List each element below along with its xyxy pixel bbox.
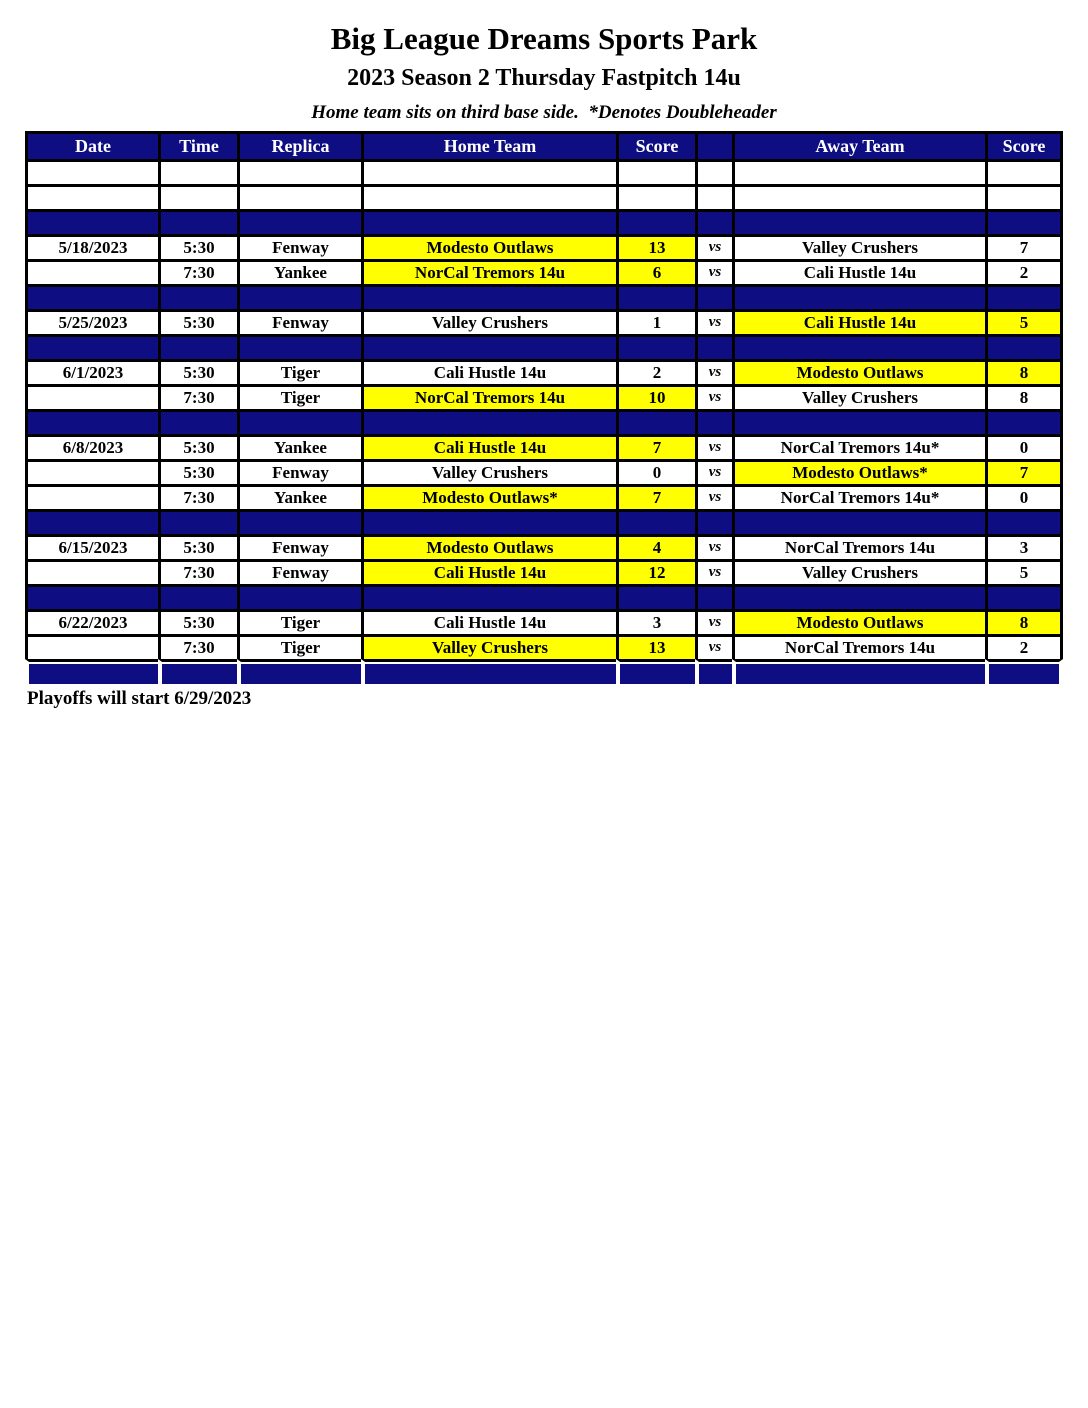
separator-cell <box>695 284 732 309</box>
home-team-cell: Valley Crushers <box>361 634 616 659</box>
separator-cell <box>732 509 985 534</box>
separator-cell <box>616 659 695 684</box>
time-cell: 5:30 <box>158 534 237 559</box>
home-score-cell: 10 <box>616 384 695 409</box>
time-cell: 5:30 <box>158 459 237 484</box>
home-score-cell: 3 <box>616 609 695 634</box>
game-row <box>25 534 1063 559</box>
page-subtitle: 2023 Season 2 Thursday Fastpitch 14u <box>347 65 741 92</box>
game-row <box>25 259 1063 284</box>
separator-row <box>25 209 1063 234</box>
separator-cell <box>158 209 237 234</box>
schedule-table <box>25 131 1063 684</box>
replica-cell: Fenway <box>237 459 361 484</box>
home-team-cell: Modesto Outlaws <box>361 234 616 259</box>
date-cell <box>25 259 158 284</box>
column-header-away_score: Score <box>985 131 1063 159</box>
away-score-cell: 2 <box>985 634 1063 659</box>
separator-cell <box>695 659 732 684</box>
replica-cell: Yankee <box>237 434 361 459</box>
vs-cell: vs <box>695 609 732 634</box>
vs-cell: vs <box>695 634 732 659</box>
time-cell: 7:30 <box>158 484 237 509</box>
column-header-vs <box>695 131 732 159</box>
time-cell: 5:30 <box>158 359 237 384</box>
separator-row <box>25 284 1063 309</box>
replica-cell: Fenway <box>237 309 361 334</box>
separator-cell <box>616 209 695 234</box>
separator-cell <box>361 334 616 359</box>
home-score-cell: 6 <box>616 259 695 284</box>
column-header-home_score: Score <box>616 131 695 159</box>
date-cell: 6/1/2023 <box>25 359 158 384</box>
home-score-cell: 12 <box>616 559 695 584</box>
separator-cell <box>237 334 361 359</box>
vs-cell: vs <box>695 259 732 284</box>
game-row <box>25 484 1063 509</box>
separator-cell <box>25 509 158 534</box>
game-row <box>25 559 1063 584</box>
date-cell: 6/22/2023 <box>25 609 158 634</box>
time-cell: 7:30 <box>158 259 237 284</box>
home-score-cell: 13 <box>616 234 695 259</box>
separator-cell <box>237 409 361 434</box>
away-score-cell: 3 <box>985 534 1063 559</box>
column-header-date: Date <box>25 131 158 159</box>
separator-cell <box>237 209 361 234</box>
separator-cell <box>616 409 695 434</box>
separator-cell <box>985 659 1063 684</box>
empty-cell <box>732 184 985 209</box>
home-team-cell: Cali Hustle 14u <box>361 359 616 384</box>
column-header-replica: Replica <box>237 131 361 159</box>
separator-cell <box>237 284 361 309</box>
game-row <box>25 609 1063 634</box>
time-cell: 5:30 <box>158 309 237 334</box>
date-cell <box>25 484 158 509</box>
empty-cell <box>237 184 361 209</box>
separator-row <box>25 509 1063 534</box>
away-team-cell: Modesto Outlaws <box>732 609 985 634</box>
separator-cell <box>695 409 732 434</box>
separator-cell <box>695 509 732 534</box>
separator-cell <box>732 409 985 434</box>
empty-cell <box>158 184 237 209</box>
away-team-cell: NorCal Tremors 14u <box>732 634 985 659</box>
home-team-cell: Modesto Outlaws <box>361 534 616 559</box>
separator-cell <box>985 509 1063 534</box>
vs-cell: vs <box>695 384 732 409</box>
separator-cell <box>985 284 1063 309</box>
home-score-cell: 2 <box>616 359 695 384</box>
column-header-away: Away Team <box>732 131 985 159</box>
date-cell <box>25 634 158 659</box>
vs-cell: vs <box>695 434 732 459</box>
separator-cell <box>158 584 237 609</box>
empty-cell <box>616 184 695 209</box>
away-score-cell: 7 <box>985 459 1063 484</box>
separator-cell <box>237 659 361 684</box>
separator-cell <box>361 659 616 684</box>
separator-cell <box>158 509 237 534</box>
home-score-cell: 0 <box>616 459 695 484</box>
away-score-cell: 8 <box>985 384 1063 409</box>
column-header-home: Home Team <box>361 131 616 159</box>
empty-cell <box>985 184 1063 209</box>
separator-cell <box>25 209 158 234</box>
empty-cell <box>158 159 237 184</box>
footer-note: Playoffs will start 6/29/2023 <box>27 688 252 710</box>
home-team-cell: Cali Hustle 14u <box>361 559 616 584</box>
separator-cell <box>158 659 237 684</box>
date-cell: 6/15/2023 <box>25 534 158 559</box>
empty-cell <box>985 159 1063 184</box>
vs-cell: vs <box>695 534 732 559</box>
separator-cell <box>732 584 985 609</box>
away-score-cell: 5 <box>985 309 1063 334</box>
game-row <box>25 384 1063 409</box>
empty-cell <box>25 159 158 184</box>
home-score-cell: 1 <box>616 309 695 334</box>
separator-row <box>25 659 1063 684</box>
game-row <box>25 434 1063 459</box>
time-cell: 7:30 <box>158 384 237 409</box>
time-cell: 5:30 <box>158 234 237 259</box>
away-team-cell: NorCal Tremors 14u* <box>732 434 985 459</box>
home-score-cell: 13 <box>616 634 695 659</box>
date-cell <box>25 384 158 409</box>
empty-cell <box>361 159 616 184</box>
separator-cell <box>616 509 695 534</box>
separator-cell <box>237 509 361 534</box>
empty-row <box>25 184 1063 209</box>
separator-cell <box>361 209 616 234</box>
separator-cell <box>25 284 158 309</box>
away-team-cell: Cali Hustle 14u <box>732 259 985 284</box>
away-team-cell: Cali Hustle 14u <box>732 309 985 334</box>
empty-cell <box>237 159 361 184</box>
separator-cell <box>732 209 985 234</box>
page-note: Home team sits on third base side. *Denotes Doubleheader <box>311 102 777 124</box>
table-header-row <box>25 131 1063 159</box>
away-team-cell: Valley Crushers <box>732 559 985 584</box>
separator-cell <box>985 334 1063 359</box>
separator-cell <box>361 509 616 534</box>
separator-cell <box>695 209 732 234</box>
separator-cell <box>237 584 361 609</box>
separator-row <box>25 409 1063 434</box>
replica-cell: Tiger <box>237 384 361 409</box>
time-cell: 7:30 <box>158 559 237 584</box>
separator-cell <box>158 409 237 434</box>
empty-cell <box>695 184 732 209</box>
separator-cell <box>732 334 985 359</box>
column-header-time: Time <box>158 131 237 159</box>
separator-cell <box>985 409 1063 434</box>
empty-cell <box>25 184 158 209</box>
separator-cell <box>158 284 237 309</box>
separator-cell <box>732 659 985 684</box>
separator-cell <box>25 409 158 434</box>
separator-cell <box>985 209 1063 234</box>
home-score-cell: 7 <box>616 484 695 509</box>
away-team-cell: Valley Crushers <box>732 384 985 409</box>
date-cell: 5/18/2023 <box>25 234 158 259</box>
separator-cell <box>695 334 732 359</box>
game-row <box>25 634 1063 659</box>
separator-cell <box>732 284 985 309</box>
game-row <box>25 359 1063 384</box>
vs-cell: vs <box>695 309 732 334</box>
home-team-cell: NorCal Tremors 14u <box>361 384 616 409</box>
date-cell <box>25 459 158 484</box>
vs-cell: vs <box>695 359 732 384</box>
date-cell <box>25 559 158 584</box>
away-team-cell: NorCal Tremors 14u <box>732 534 985 559</box>
separator-row <box>25 334 1063 359</box>
separator-cell <box>695 584 732 609</box>
empty-cell <box>361 184 616 209</box>
away-score-cell: 5 <box>985 559 1063 584</box>
away-score-cell: 8 <box>985 609 1063 634</box>
home-score-cell: 4 <box>616 534 695 559</box>
date-cell: 6/8/2023 <box>25 434 158 459</box>
home-team-cell: NorCal Tremors 14u <box>361 259 616 284</box>
away-team-cell: Valley Crushers <box>732 234 985 259</box>
empty-cell <box>732 159 985 184</box>
replica-cell: Yankee <box>237 259 361 284</box>
game-row <box>25 234 1063 259</box>
empty-cell <box>695 159 732 184</box>
vs-cell: vs <box>695 459 732 484</box>
empty-cell <box>616 159 695 184</box>
separator-cell <box>616 284 695 309</box>
away-team-cell: Modesto Outlaws <box>732 359 985 384</box>
home-score-cell: 7 <box>616 434 695 459</box>
away-team-cell: NorCal Tremors 14u* <box>732 484 985 509</box>
replica-cell: Tiger <box>237 634 361 659</box>
home-team-cell: Valley Crushers <box>361 309 616 334</box>
vs-cell: vs <box>695 559 732 584</box>
separator-row <box>25 584 1063 609</box>
separator-cell <box>361 409 616 434</box>
away-score-cell: 0 <box>985 484 1063 509</box>
vs-cell: vs <box>695 484 732 509</box>
separator-cell <box>158 334 237 359</box>
title-block <box>0 0 1088 122</box>
empty-row <box>25 159 1063 184</box>
home-team-cell: Modesto Outlaws* <box>361 484 616 509</box>
date-cell: 5/25/2023 <box>25 309 158 334</box>
game-row <box>25 459 1063 484</box>
separator-cell <box>25 334 158 359</box>
page-title: Big League Dreams Sports Park <box>330 21 758 56</box>
separator-cell <box>361 284 616 309</box>
replica-cell: Fenway <box>237 559 361 584</box>
away-score-cell: 7 <box>985 234 1063 259</box>
replica-cell: Yankee <box>237 484 361 509</box>
vs-cell: vs <box>695 234 732 259</box>
separator-cell <box>25 584 158 609</box>
game-row <box>25 309 1063 334</box>
away-team-cell: Modesto Outlaws* <box>732 459 985 484</box>
separator-cell <box>616 584 695 609</box>
separator-cell <box>616 334 695 359</box>
away-score-cell: 2 <box>985 259 1063 284</box>
replica-cell: Fenway <box>237 234 361 259</box>
separator-cell <box>25 659 158 684</box>
home-team-cell: Valley Crushers <box>361 459 616 484</box>
home-team-cell: Cali Hustle 14u <box>361 434 616 459</box>
separator-cell <box>985 584 1063 609</box>
away-score-cell: 0 <box>985 434 1063 459</box>
away-score-cell: 8 <box>985 359 1063 384</box>
replica-cell: Fenway <box>237 534 361 559</box>
time-cell: 7:30 <box>158 634 237 659</box>
home-team-cell: Cali Hustle 14u <box>361 609 616 634</box>
time-cell: 5:30 <box>158 434 237 459</box>
replica-cell: Tiger <box>237 359 361 384</box>
time-cell: 5:30 <box>158 609 237 634</box>
replica-cell: Tiger <box>237 609 361 634</box>
separator-cell <box>361 584 616 609</box>
